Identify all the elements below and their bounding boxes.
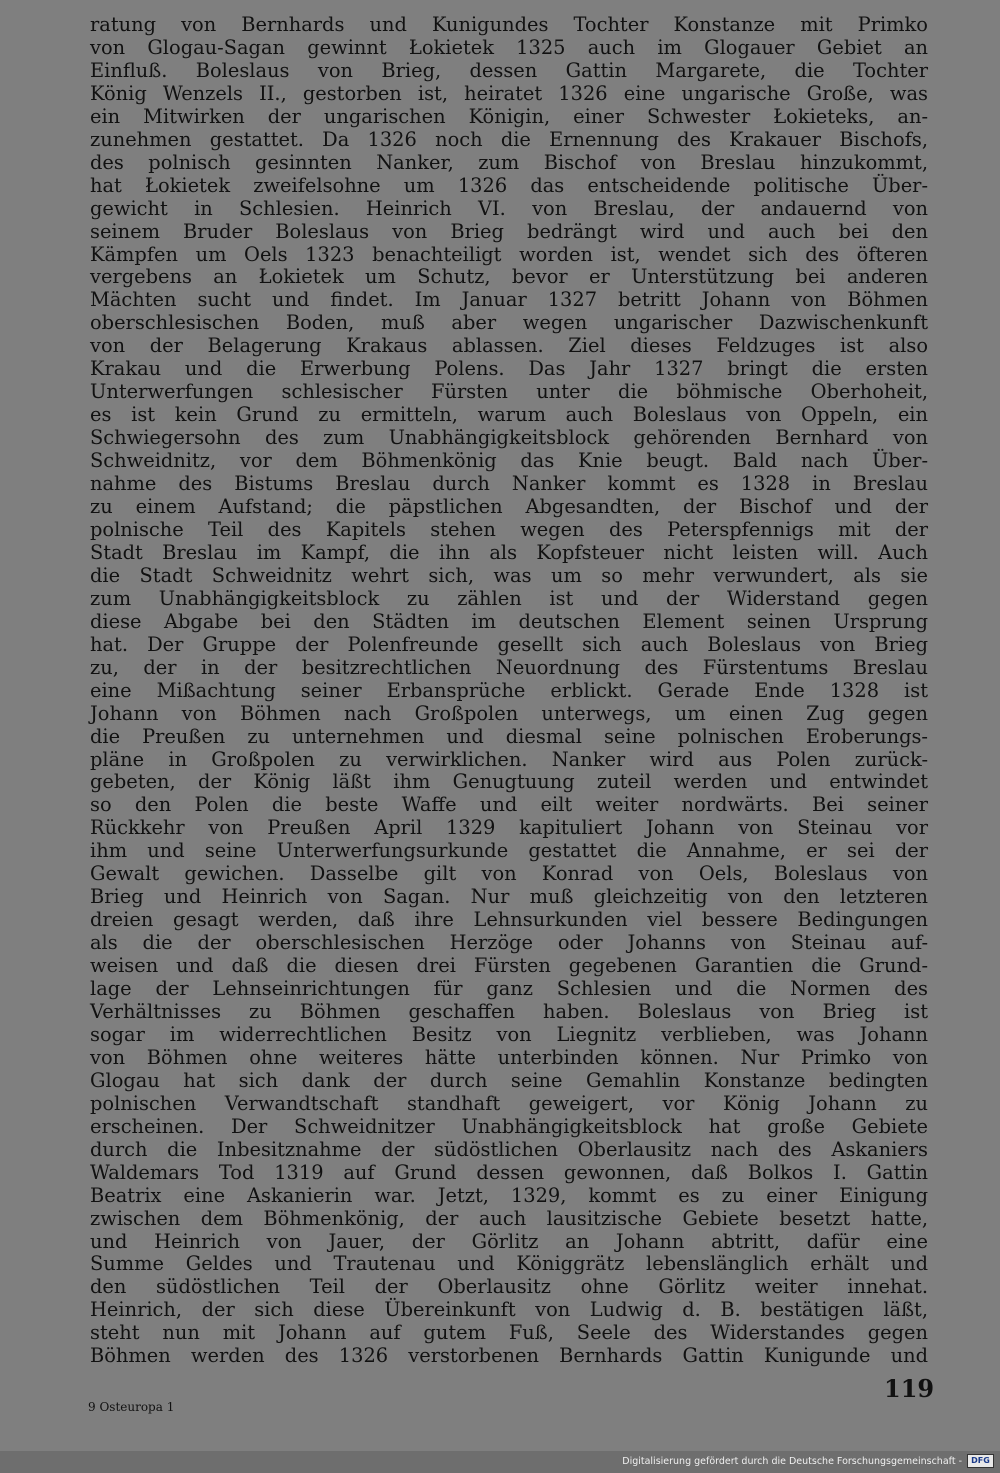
text-line: ihm und seine Unterwerfungsurkunde gestattet die Annahme, er sei der [90,839,928,863]
digitization-footer [0,1451,1000,1473]
text-line: Waldemars Tod 1319 auf Grund dessen gewonnen, daß Bolkos I. Gattin [90,1160,928,1184]
text-line: Glogau hat sich dank der durch seine Gemahlin Konstanze bedingten [90,1068,928,1092]
text-line: Beatrix eine Askanierin war. Jetzt, 1329, kommt es zu einer Einigung [90,1183,928,1207]
text-line: nahme des Bistums Breslau durch Nanker kommt es 1328 in Breslau [90,472,928,496]
text-line: die Preußen zu unternehmen und diesmal seine polnischen Eroberungs- [90,724,928,748]
text-line: Verhältnisses zu Böhmen geschaffen haben. Boleslaus von Brieg ist [90,999,928,1023]
text-line: Schweidnitz, vor dem Böhmenkönig das Knie beugt. Bald nach Über- [90,449,928,473]
text-line: weisen und daß die diesen drei Fürsten gegebenen Garantien die Grund- [90,954,928,978]
text-line: Johann von Böhmen nach Großpolen unterwegs, um einen Zug gegen [90,701,928,725]
text-line: so den Polen die beste Waffe und eilt weiter nordwärts. Bei seiner [90,793,928,817]
text-line: steht nun mit Johann auf gutem Fuß, Seele des Widerstandes gegen [90,1321,928,1345]
text-line: Krakau und die Erwerbung Polens. Das Jahr 1327 bringt die ersten [90,357,928,381]
text-line: durch die Inbesitznahme der südöstlichen Oberlausitz nach des Askaniers [90,1137,928,1161]
text-line: ratung von Bernhards und Kunigundes Tochter Konstanze mit Primko [90,13,928,36]
text-line: vergebens an Łokietek um Schutz, bevor er Unterstützung bei anderen [90,265,928,289]
text-line: diese Abgabe bei den Städten im deutschen Element seinen Ursprung [90,609,928,633]
page-body-text [90,14,928,1368]
text-line: es ist kein Grund zu ermitteln, warum auch Boleslaus von Oppeln, ein [90,403,928,427]
text-line: zu einem Aufstand; die päpstlichen Abgesandten, der Bischof und der [90,495,928,519]
footer-credit-text: Digitalisierung gefördert durch die Deutsche Forschungsgemeinschaft - [622,1456,962,1467]
dfg-logo-icon: DFG [967,1454,994,1468]
text-line: sogar im widerrechtlichen Besitz von Liegnitz verblieben, was Johann [90,1022,928,1046]
text-line: zwischen dem Böhmenkönig, der auch lausitzische Gebiete besetzt hatte, [90,1206,928,1230]
text-line: von Glogau-Sagan gewinnt Łokietek 1325 auch im Glogauer Gebiet an [90,35,928,59]
text-line: Schwiegersohn des zum Unabhängigkeitsblock gehörenden Bernhard von [90,426,928,450]
text-line: Mächten sucht und findet. Im Januar 1327 betritt Johann von Böhmen [90,288,928,312]
text-line: den südöstlichen Teil der Oberlausitz ohne Görlitz weiter innehat. [90,1275,928,1299]
text-line: Stadt Breslau im Kampf, die ihn als Kopfsteuer nicht leisten will. Auch [90,540,928,564]
text-line: seinem Bruder Boleslaus von Brieg bedrängt wird und auch bei den [90,219,928,243]
text-line: Brieg und Heinrich von Sagan. Nur muß gleichzeitig von den letzteren [90,885,928,909]
text-line: Einfluß. Boleslaus von Brieg, dessen Gattin Margarete, die Tochter [90,58,928,82]
signature-mark: 9 Osteuropa 1 [88,1400,175,1414]
text-line: Kämpfen um Oels 1323 benachteiligt worden ist, wendet sich des öfteren [90,242,928,266]
text-line: zunehmen gestattet. Da 1326 noch die Ernennung des Krakauer Bischofs, [90,127,928,151]
text-line: die Stadt Schweidnitz wehrt sich, was um so mehr verwundert, als sie [90,563,928,587]
text-line: polnischen Verwandtschaft standhaft geweigert, vor König Johann zu [90,1091,928,1115]
text-line: König Wenzels II., gestorben ist, heiratet 1326 eine ungarische Große, was [90,81,928,105]
text-line: zum Unabhängigkeitsblock zu zählen ist und der Widerstand gegen [90,586,928,610]
text-line: des polnisch gesinnten Nanker, zum Bischof von Breslau hinzukommt, [90,150,928,174]
text-line: Summe Geldes und Trautenau und Königgrätz lebenslänglich erhält und [90,1252,928,1276]
text-line: als die der oberschlesischen Herzöge oder Johanns von Steinau auf- [90,931,928,955]
text-line: erscheinen. Der Schweidnitzer Unabhängigkeitsblock hat große Gebiete [90,1114,928,1138]
text-line: hat. Der Gruppe der Polenfreunde gesellt sich auch Boleslaus von Brieg [90,632,928,656]
text-line: zu, der in der besitzrechtlichen Neuordnung des Fürstentums Breslau [90,655,928,679]
text-line: dreien gesagt werden, daß ihre Lehnsurkunden viel bessere Bedingungen [90,908,928,932]
text-line: polnische Teil des Kapitels stehen wegen des Peterspfennigs mit der [90,517,928,541]
text-line: gewicht in Schlesien. Heinrich VI. von Breslau, der andauernd von [90,196,928,220]
page-number: 119 [884,1374,935,1403]
text-line: eine Mißachtung seiner Erbansprüche erblickt. Gerade Ende 1328 ist [90,678,928,702]
text-line: und Heinrich von Jauer, der Görlitz an Johann abtritt, dafür eine [90,1229,928,1253]
text-line: Rückkehr von Preußen April 1329 kapituliert Johann von Steinau vor [90,816,928,840]
text-line: von der Belagerung Krakaus ablassen. Ziel dieses Feldzuges ist also [90,334,928,358]
text-line: Böhmen werden des 1326 verstorbenen Bernhards Gattin Kunigunde und [90,1344,928,1368]
text-line: Unterwerfungen schlesischer Fürsten unter die böhmische Oberhoheit, [90,380,928,404]
text-line: Heinrich, der sich diese Übereinkunft von Ludwig d. B. bestätigen läßt, [90,1298,928,1322]
text-line: Gewalt gewichen. Dasselbe gilt von Konrad von Oels, Boleslaus von [90,862,928,886]
text-line: pläne in Großpolen zu verwirklichen. Nanker wird aus Polen zurück- [90,747,928,771]
text-line: gebeten, der König läßt ihm Genugtuung zuteil werden und entwindet [90,770,928,794]
text-line: lage der Lehnseinrichtungen für ganz Schlesien und die Normen des [90,977,928,1001]
text-line: hat Łokietek zweifelsohne um 1326 das entscheidende politische Über- [90,173,928,197]
text-line: oberschlesischen Boden, muß aber wegen ungarischer Dazwischenkunft [90,311,928,335]
text-line: ein Mitwirken der ungarischen Königin, einer Schwester Łokieteks, an- [90,104,928,128]
text-line: von Böhmen ohne weiteres hätte unterbinden können. Nur Primko von [90,1045,928,1069]
